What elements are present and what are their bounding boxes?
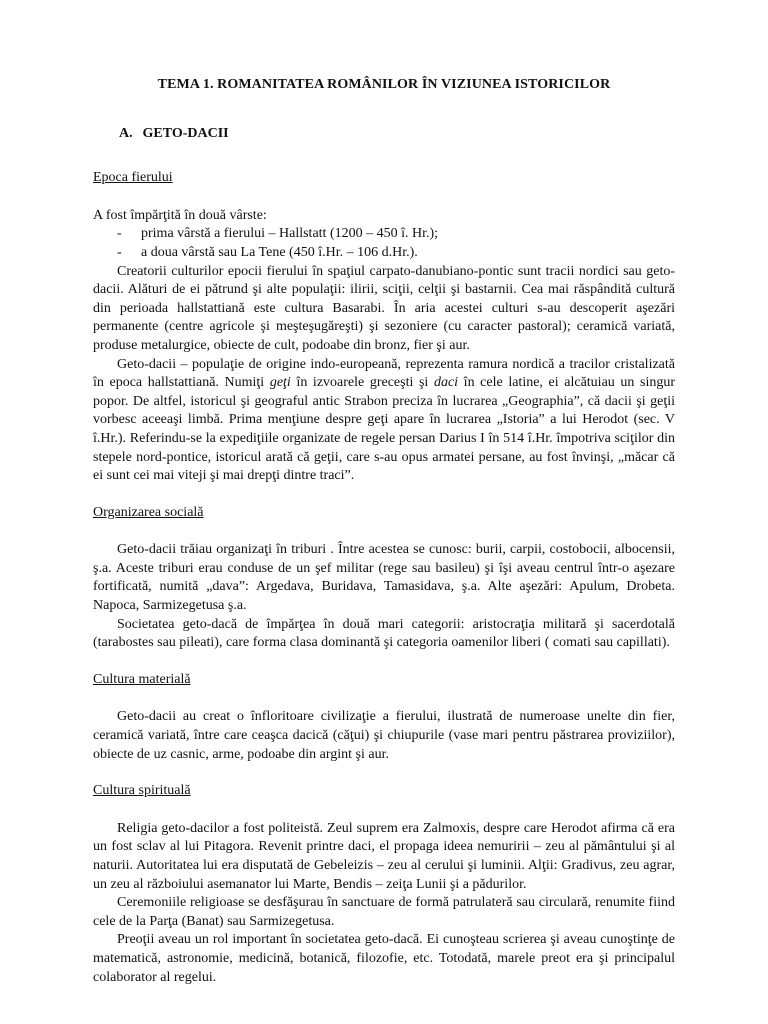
- epoca-paragraph-1: Creatorii culturilor epocii fierului în spaţiul carpato-danubiano-pontic sunt tracii nordici sau geto-dacii. Alături de ei pătrund şi alte populaţii: ilirii, sciţii, celţii şi bastarnii. Cea mai răspândită cultură din perioada hallstattiană este cultura Basarabi. În aria acestei culturi s-au descoperit aşezări permanente (centre agricole şi meşteşugăreşti) şi sezoniere (cu caracter pastoral); ceramică variată, produse metalurgice, obiecte de cult, podoabe din bronz, fier şi aur.: [93, 263, 675, 353]
- list-item: - a doua vârstă sau La Tene (450 î.Hr. – 106 d.Hr.).: [117, 244, 418, 260]
- heading-epoca-fierului: Epoca fierului: [93, 170, 173, 186]
- epoca-list: [93, 225, 675, 262]
- organizarea-paragraph-1: Geto-dacii trăiau organizaţi în triburi . Între acestea se cunosc: burii, carpii, costobocii, albocensii, ş.a. Aceste triburi erau conduse de un şef militar (rege sau basileu) şi îşi aveau centrul într-o aşezare fortificată, numită „dava”: Argedava, Buridava, Tamasidava, ş.a. Alte aşezări: Apulum, Drobeta. Napoca, Sarmizegetusa ş.a.: [93, 542, 675, 614]
- spirituala-paragraph-2: Ceremoniile religioase se desfăşurau în sanctuare de formă patrulateră sau circulară, renumite fiind cele de la Parţa (Banat) sau Sarmizegetusa.: [93, 895, 675, 929]
- heading-cultura-spirituala: Cultura spirituală: [93, 783, 191, 799]
- section-heading: [119, 125, 675, 144]
- document-title: TEMA 1. ROMANITATEA ROMÂNILOR ÎN VIZIUNEA ISTORICILOR: [157, 77, 611, 92]
- spirituala-paragraph-1: Religia geto-dacilor a fost politeistă. Zeul suprem era Zalmoxis, despre care Herodot afirma că era un fost sclav al lui Pitagora. Revenit printre daci, el propaga ideea nemuririi – zeu al pământului şi al naturii. Autoritatea lui era disputată de Gebeleizis – zeu al cerului şi luminii. Alţii: Gradivus, zeu agrar, un zeu al războiului asemanator lui Marte, Bendis – zeiţa Lunii şi a pădurilor.: [93, 820, 675, 892]
- materiala-paragraph-1: Geto-dacii au creat o înfloritoare civilizaţie a fierului, ilustrată de numeroase unelte din fier, ceramică variată, între care ceaşca dacică (căţui) şi chiupurile (vase mari pentru păstrarea proviziilor), obiecte de uz casnic, arme, podoabe din argint şi aur.: [93, 709, 675, 762]
- section-label: GETO-DACII: [142, 125, 229, 141]
- heading-organizarea-sociala: Organizarea socială: [93, 504, 204, 520]
- heading-cultura-materiala: Cultura materială: [93, 671, 191, 687]
- spirituala-paragraph-3: Preoţii aveau un rol important în societatea geto-dacă. Ei cunoşteau scrierea şi aveau cunoştinţe de matematică, astronomie, medicină, botanică, filozofie, etc. Totodată, marele preot era şi principalul colaborator al regelui.: [93, 932, 675, 985]
- epoca-intro: A fost împărţită în două vârste:: [93, 207, 267, 223]
- organizarea-paragraph-2: Societatea geto-dacă de împărţea în două mari categorii: aristocraţia militară şi sacerdotală (tarabostes sau pileati), care forma clasa dominantă şi categoria oamenilor liberi ( comati sau capillati).: [93, 616, 675, 651]
- list-item: - prima vârstă a fierului – Hallstatt (1200 – 450 î. Hr.);: [117, 226, 439, 242]
- epoca-paragraph-2: Geto-dacii – populaţie de origine indo-europeană, reprezenta ramura nordică a tracilor cristalizată în epoca hallstattiană. Numiţi geţi în izvoarele greceşti şi daci în cele latine, ei alcătuiau un singur popor. De altfel, istoricul şi geograful antic Strabon preciza în lucrarea „Geographia”, că dacii şi geţii vorbesc aceeaşi limbă. Prima menţiune despre geţi apare în lucrarea „Istoria” a lui Herodot (sec. V î.Hr.). Referindu-se la expediţiile organizate de regele persan Darius I în 514 î.Hr. împotriva sciţilor din stepele nord-pontice, istoricul arată că geţii, care s-au opus armatei persane, au fost învinşi, „măcar că ei sunt cei mai viteji şi mai drepţi dintre traci”.: [93, 356, 676, 484]
- section-letter: A.: [119, 125, 133, 141]
